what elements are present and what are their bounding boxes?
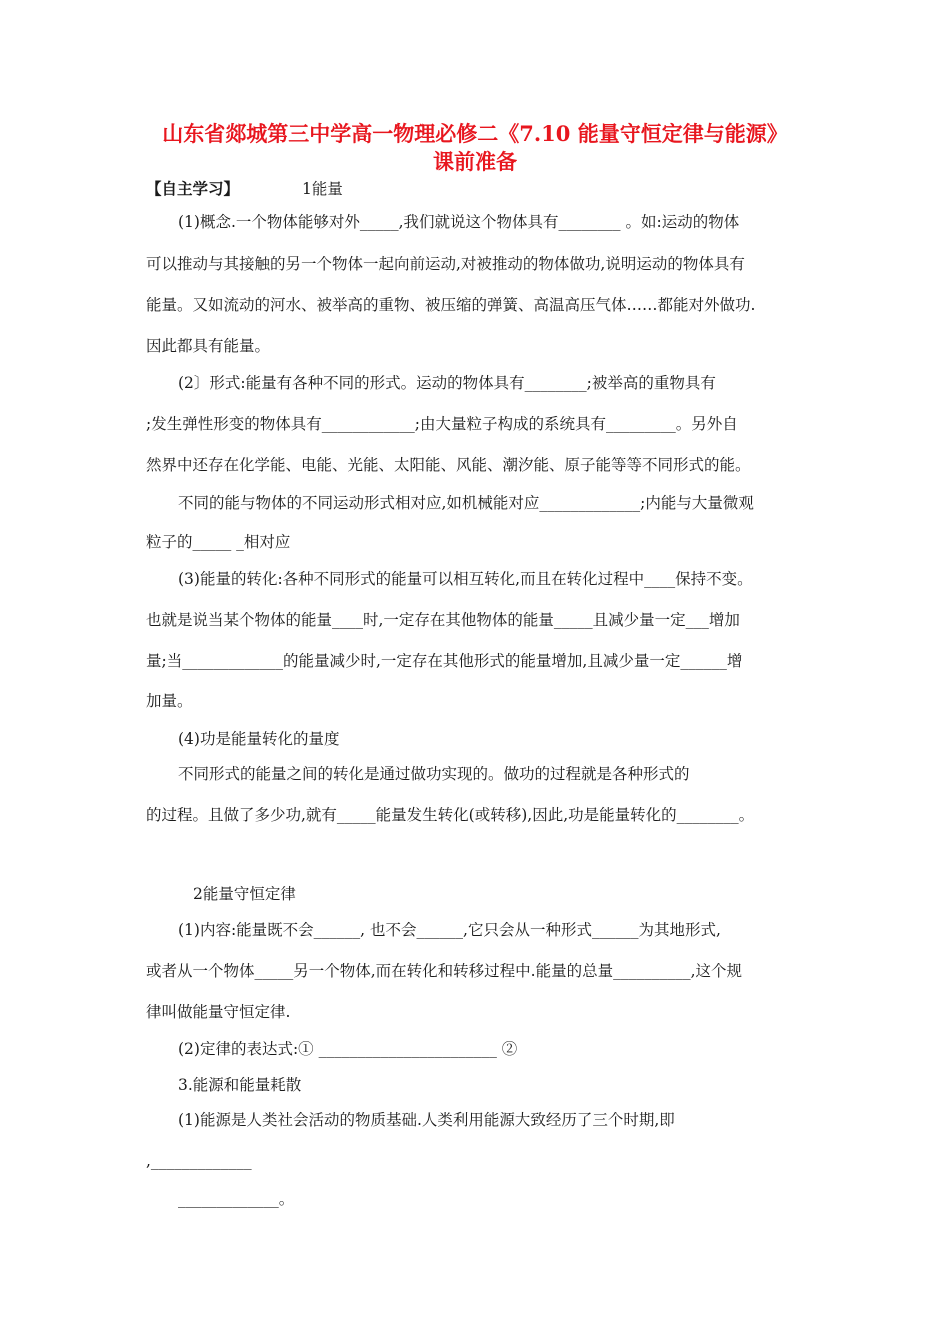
text-line: 粒子的_____ _相对应 [146,533,291,551]
text-line: (1)概念.一个物体能够对外_____,我们就说这个物体具有________ 。如:运动的物体 [178,213,740,231]
text-line: ,_____________ [146,1152,252,1170]
text-line: (2)定律的表达式:① _______________________ ② [178,1040,518,1058]
text-line: 不同的能与物体的不同运动形式相对应,如机械能对应_____________;内能与大量微观 [178,494,754,512]
text-line: ;发生弹性形变的物体具有____________;由大量粒子构成的系统具有_________。另外自 [146,415,738,433]
text-line: 加量。 [146,692,193,710]
topic-heading-energy-sources: 3.能源和能量耗散 [178,1076,302,1094]
section-label: 【自主学习】 [146,179,240,198]
text-line: (2〕形式:能量有各种不同的形式。运动的物体具有________;被举高的重物具有 [178,374,716,392]
doc-title-line1: 山东省郯城第三中学高一物理必修二《7.10 能量守恒定律与能源》 [162,121,788,146]
text-line: 律叫做能量守恒定律. [146,1003,291,1021]
text-line: 也就是说当某个物体的能量____时,一定存在其他物体的能量_____且减少量一定___增加 [146,611,740,629]
doc-title-line2: 课前准备 [433,149,517,174]
topic-heading-conservation: 2能量守恒定律 [193,885,296,903]
text-line: 或者从一个物体_____另一个物体,而在转化和转移过程中.能量的总量__________,这个规 [146,962,743,980]
text-line: 可以推动与其接触的另一个物体一起向前运动,对被推动的物体做功,说明运动的物体具有 [146,255,745,273]
topic-heading-energy: 1能量 [302,180,343,198]
text-line: _____________。 [178,1190,295,1208]
text-line: (1)内容:能量既不会______, 也不会______,它只会从一种形式______为其地形式, [178,921,721,939]
text-line: 因此都具有能量。 [146,337,271,355]
text-line: (1)能源是人类社会活动的物质基础.人类利用能源大致经历了三个时期,即 [178,1111,675,1129]
text-line: (4)功是能量转化的量度 [178,730,340,748]
text-line: (3)能量的转化:各种不同形式的能量可以相互转化,而且在转化过程中____保持不变。 [178,570,753,588]
text-line: 然界中还存在化学能、电能、光能、太阳能、风能、潮汐能、原子能等等不同形式的能。 [146,456,751,474]
text-line: 能量。又如流动的河水、被举高的重物、被压缩的弹簧、高温高压气体……都能对外做功. [146,296,756,314]
text-line: 量;当_____________的能量减少时,一定存在其他形式的能量增加,且减少量一定______增 [146,652,743,670]
text-line: 不同形式的能量之间的转化是通过做功实现的。做功的过程就是各种形式的 [178,765,690,783]
text-line: 的过程。且做了多少功,就有_____能量发生转化(或转移),因此,功是能量转化的________。 [146,806,755,824]
